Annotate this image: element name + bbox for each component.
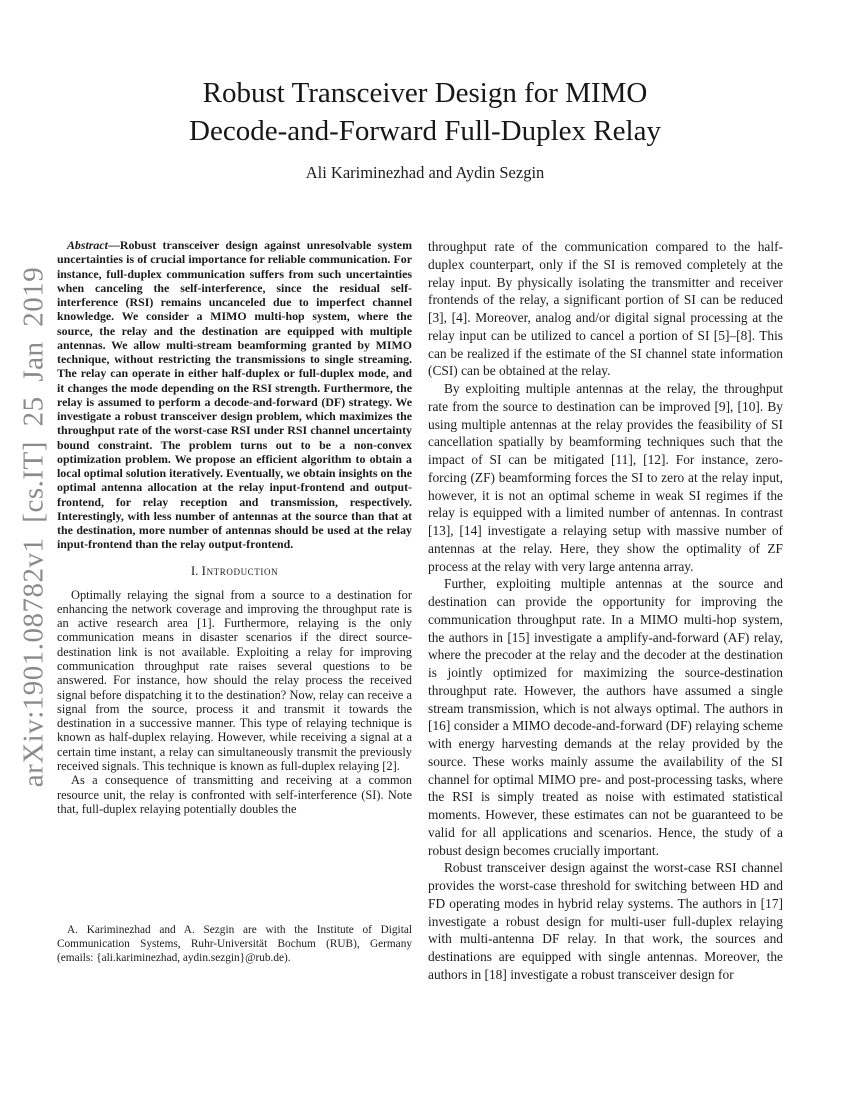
left-column: [57, 238, 412, 1100]
body-paragraph-2: By exploiting multiple antennas at the relay, the throughput rate from the source to destination can be improved [9], [10]. By using multiple antennas at the relay provides the feasibility of SI cancellation spatially by beamforming techniques such that the impact of SI can be mitigated [11], [12]. For instance, zero-forcing (ZF) beamforming forces the SI to zero at the relay input, however, it is not an optimal scheme in weak SI regimes if the relay is equipped with a limited number of antennas. In contrast [13], [14] investigate a relaying setup with massive number of antennas at the relay. Here, they show the optimality of ZF process at the relay with very large antenna array.: [428, 381, 783, 574]
section-number: I.: [190, 562, 199, 578]
intro-paragraph-2: As a consequence of transmitting and receiving at a common resource unit, the relay is confronted with self-interference (SI). Note that, full-duplex relaying potentially doubles the: [57, 773, 412, 816]
paper-title-line2: Decode-and-Forward Full-Duplex Relay: [189, 115, 661, 147]
title-block: [0, 74, 850, 183]
two-column-body: [57, 238, 783, 1100]
abstract-label: Abstract: [67, 238, 108, 252]
body-paragraph-4: Robust transceiver design against the worst-case RSI channel provides the worst-case threshold for switching between HD and FD operating modes in hybrid relay systems. The authors in [17] investigate a robust design for multi-user full-duplex relaying with multi-antenna DF relay. In that work, the sources and destinations are equipped with single antennas. Moreover, the authors in [18] investigate a robust transceiver design for: [428, 860, 783, 982]
body-paragraph-continuation: throughput rate of the communication compared to the half-duplex counterpart, only if the SI is removed completely at the relay input. By physically isolating the transmitter and receiver frontends of the relay, a significant portion of SI can be reduced [3], [4]. Moreover, analog and/or digital signal processing at the relay input can be utilized to cancel a portion of SI [5]–[8]. This can be realized if the estimate of the SI channel state information (CSI) can be obtained at the relay.: [428, 239, 783, 379]
abstract-paragraph: [57, 238, 412, 552]
arxiv-watermark: arXiv:1901.08782v1 [cs.IT] 25 Jan 2019: [17, 266, 50, 788]
paper-authors: Ali Kariminezhad and Aydin Sezgin: [305, 163, 545, 182]
abstract-text: —Robust transceiver design against unresolvable system uncertainties is of crucial importance for reliable communication. For instance, full-duplex communication suffers from such uncertainties when canceling the self-interference, since the residual self-interference (RSI) remains uncanceled due to imperfect channel knowledge. We consider a MIMO multi-hop system, where the source, the relay and the destination are equipped with multiple antennas. We allow multi-stream beamforming granted by MIMO technique, without restricting the transmissions to single streaming. The relay can operate in either half-duplex or full-duplex mode, and it changes the mode depending on the RSI strength. Furthermore, the relay is assumed to perform a decode-and-forward (DF) strategy. We investigate a robust transceiver design problem, which maximizes the throughput rate of the worst-case RSI under RSI channel uncertainty bound constraint. The problem turns out to be a non-convex optimization problem. We propose an efficient algorithm to obtain a local optimal solution iteratively. Eventually, we obtain insights on the optimal antenna allocation at the relay input-frontend and output-frontend, for relay reception and transmission, respectively. Interestingly, with less number of antennas at the source than that at the destination, more number of antennas should be used at the relay input-frontend than the relay output-frontend.: [57, 238, 412, 552]
right-column: [428, 238, 783, 1100]
intro-paragraph-1: Optimally relaying the signal from a source to a destination for enhancing the network coverage and improving the throughput rate is an active research area [1]. Furthermore, relaying is the only communication means in disaster scenarios if the direct source-destination link is not available. Exploiting a relay for improving communication throughput rate raises several questions to be answered. For instance, how should the relay process the received signal before dispatching it to the destination? Now, relay can receive a signal from the source, process it and transmit it towards the destination in a successive manner. This type of relaying technique is known as half-duplex relaying. However, while receiving a signal at a certain time instant, a relay can simultaneously transmit the previously received signals. This technique is known as full-duplex relaying [2].: [57, 587, 412, 774]
author-affiliation-footnote: A. Kariminezhad and A. Sezgin are with the Institute of Digital Communication Systems, Ruhr-Universität Bochum (RUB), Germany (emails: {ali.kariminezhad, aydin.sezgin}@rub.de).: [57, 924, 412, 964]
section-title: Introduction: [201, 562, 279, 578]
section-heading-introduction: [57, 563, 412, 579]
body-paragraph-3: Further, exploiting multiple antennas at the source and destination can provide the opportunity for improving the communication throughput rate. In a MIMO multi-hop system, the authors in [15] investigate a amplify-and-forward (AF) relay, where the precoder at the relay and the decoder at the destination is jointly optimized for maximizing the source-destination throughput rate. However, the authors have assumed a single stream transmission, which is not always optimal. The authors in [16] consider a MIMO decode-and-forward (DF) relaying scheme with energy harvesting demands at the relay provided by the source. These works mainly assume the availability of the SI channel for optimal MIMO pre- and post-processing tasks, where the RSI is simply treated as noise with estimated statistical moments. However, these estimates can not be guaranteed to be valid for all applications and scenarios. Hence, the study of a robust design becomes crucially important.: [428, 576, 783, 858]
paper-title-line1: Robust Transceiver Design for MIMO: [202, 77, 648, 109]
